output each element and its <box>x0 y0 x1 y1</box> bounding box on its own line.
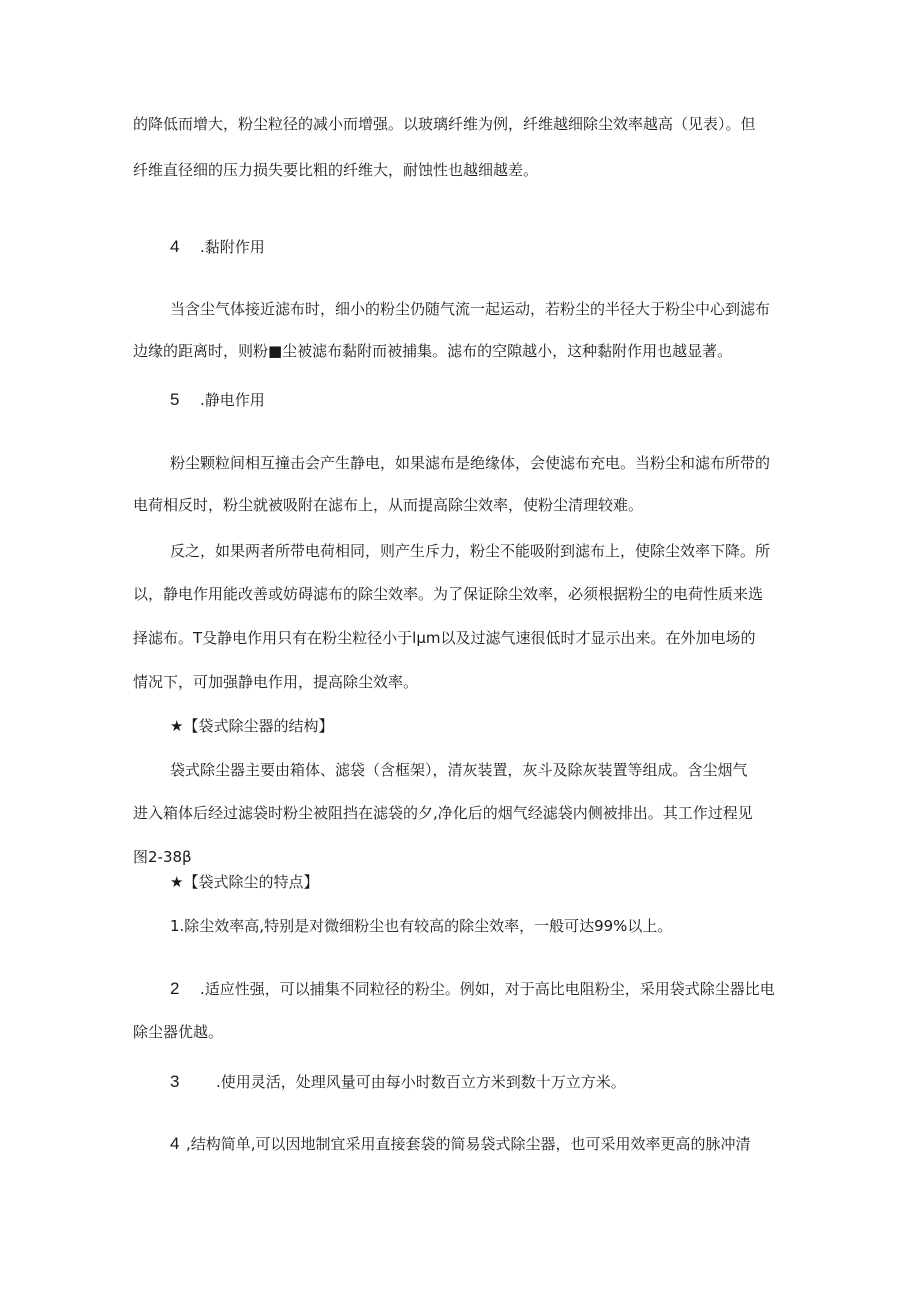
item-number: 4 <box>170 1134 180 1153</box>
section-number: 5 <box>170 390 180 409</box>
item-text: .使用灵活，处理风量可由每小时数百立方米到数十万立方米。 <box>216 1073 626 1091</box>
star-heading-features: ★【袋式除尘的特点】 <box>170 873 319 891</box>
body-line: 当含尘气体接近滤布时，细小的粉尘仍随气流一起运动，若粉尘的半径大于粉尘中心到滤布 <box>170 300 771 318</box>
feature-item-4 <box>170 1133 793 1155</box>
figure-reference: 图2-38β <box>133 848 192 866</box>
section-number: 4 <box>170 237 180 256</box>
body-line: 电荷相反时，粉尘就被吸附在滤布上，从而提高除尘效率，使粉尘清理较难。 <box>133 496 644 514</box>
item-text: .适应性强，可以捕集不同粒径的粉尘。例如，对于高比电阻粉尘，采用袋式除尘器比电 <box>200 980 775 998</box>
star-heading-structure: ★【袋式除尘器的结构】 <box>170 717 334 735</box>
feature-item-3 <box>170 1071 793 1093</box>
body-line: 择滤布。T殳静电作用只有在粉尘粒径小于lμm以及过滤气速很低时才显示出来。在外加电场的 <box>133 629 756 647</box>
item-text: ,结构简单,可以因地制宜采用直接套袋的简易袋式除尘器，也可采用效率更高的脉冲清 <box>186 1135 751 1153</box>
body-line: 纤维直径细的压力损失要比粗的纤维大，耐蚀性也越细越差。 <box>133 161 539 179</box>
body-line: 进入箱体后经过滤袋时粉尘被阻挡在滤袋的夕,净化后的烟气经滤袋内侧被排出。其工作过程见 <box>133 804 753 822</box>
feature-item-2 <box>170 978 793 1000</box>
feature-item-1: 1.除尘效率高,特别是对微细粉尘也有较高的除尘效率，一般可达99%以上。 <box>170 917 673 935</box>
section-title: .黏附作用 <box>200 238 265 256</box>
body-line: 以，静电作用能改善或妨碍滤布的除尘效率。为了保证除尘效率，必须根据粉尘的电荷性质来选 <box>133 585 764 603</box>
body-line: 除尘器优越。 <box>133 1023 224 1041</box>
body-line: 袋式除尘器主要由箱体、滤袋（含框架），清灰装置，灰斗及除灰装置等组成。含尘烟气 <box>170 761 748 779</box>
body-line: 的降低而增大，粉尘粒径的减小而增强。以玻璃纤维为例，纤维越细除尘效率越高（见表）。但 <box>133 115 756 133</box>
section-heading-electrostatic <box>170 389 793 411</box>
item-number: 3 <box>170 1072 180 1091</box>
body-line: 粉尘颗粒间相互撞击会产生静电，如果滤布是绝缘体，会使滤布充电。当粉尘和滤布所带的 <box>170 454 771 472</box>
body-line: 情况下，可加强静电作用，提高除尘效率。 <box>133 673 419 691</box>
item-number: 2 <box>170 979 180 998</box>
body-line: 反之，如果两者所带电荷相同，则产生斥力，粉尘不能吸附到滤布上，使除尘效率下降。所 <box>170 542 771 560</box>
section-heading-adhesion <box>170 236 793 258</box>
section-title: .静电作用 <box>200 391 265 409</box>
body-line: 边缘的距离时，则粉■尘被滤布黏附而被捕集。滤布的空隙越小，这种黏附作用也越显著。 <box>133 342 733 360</box>
